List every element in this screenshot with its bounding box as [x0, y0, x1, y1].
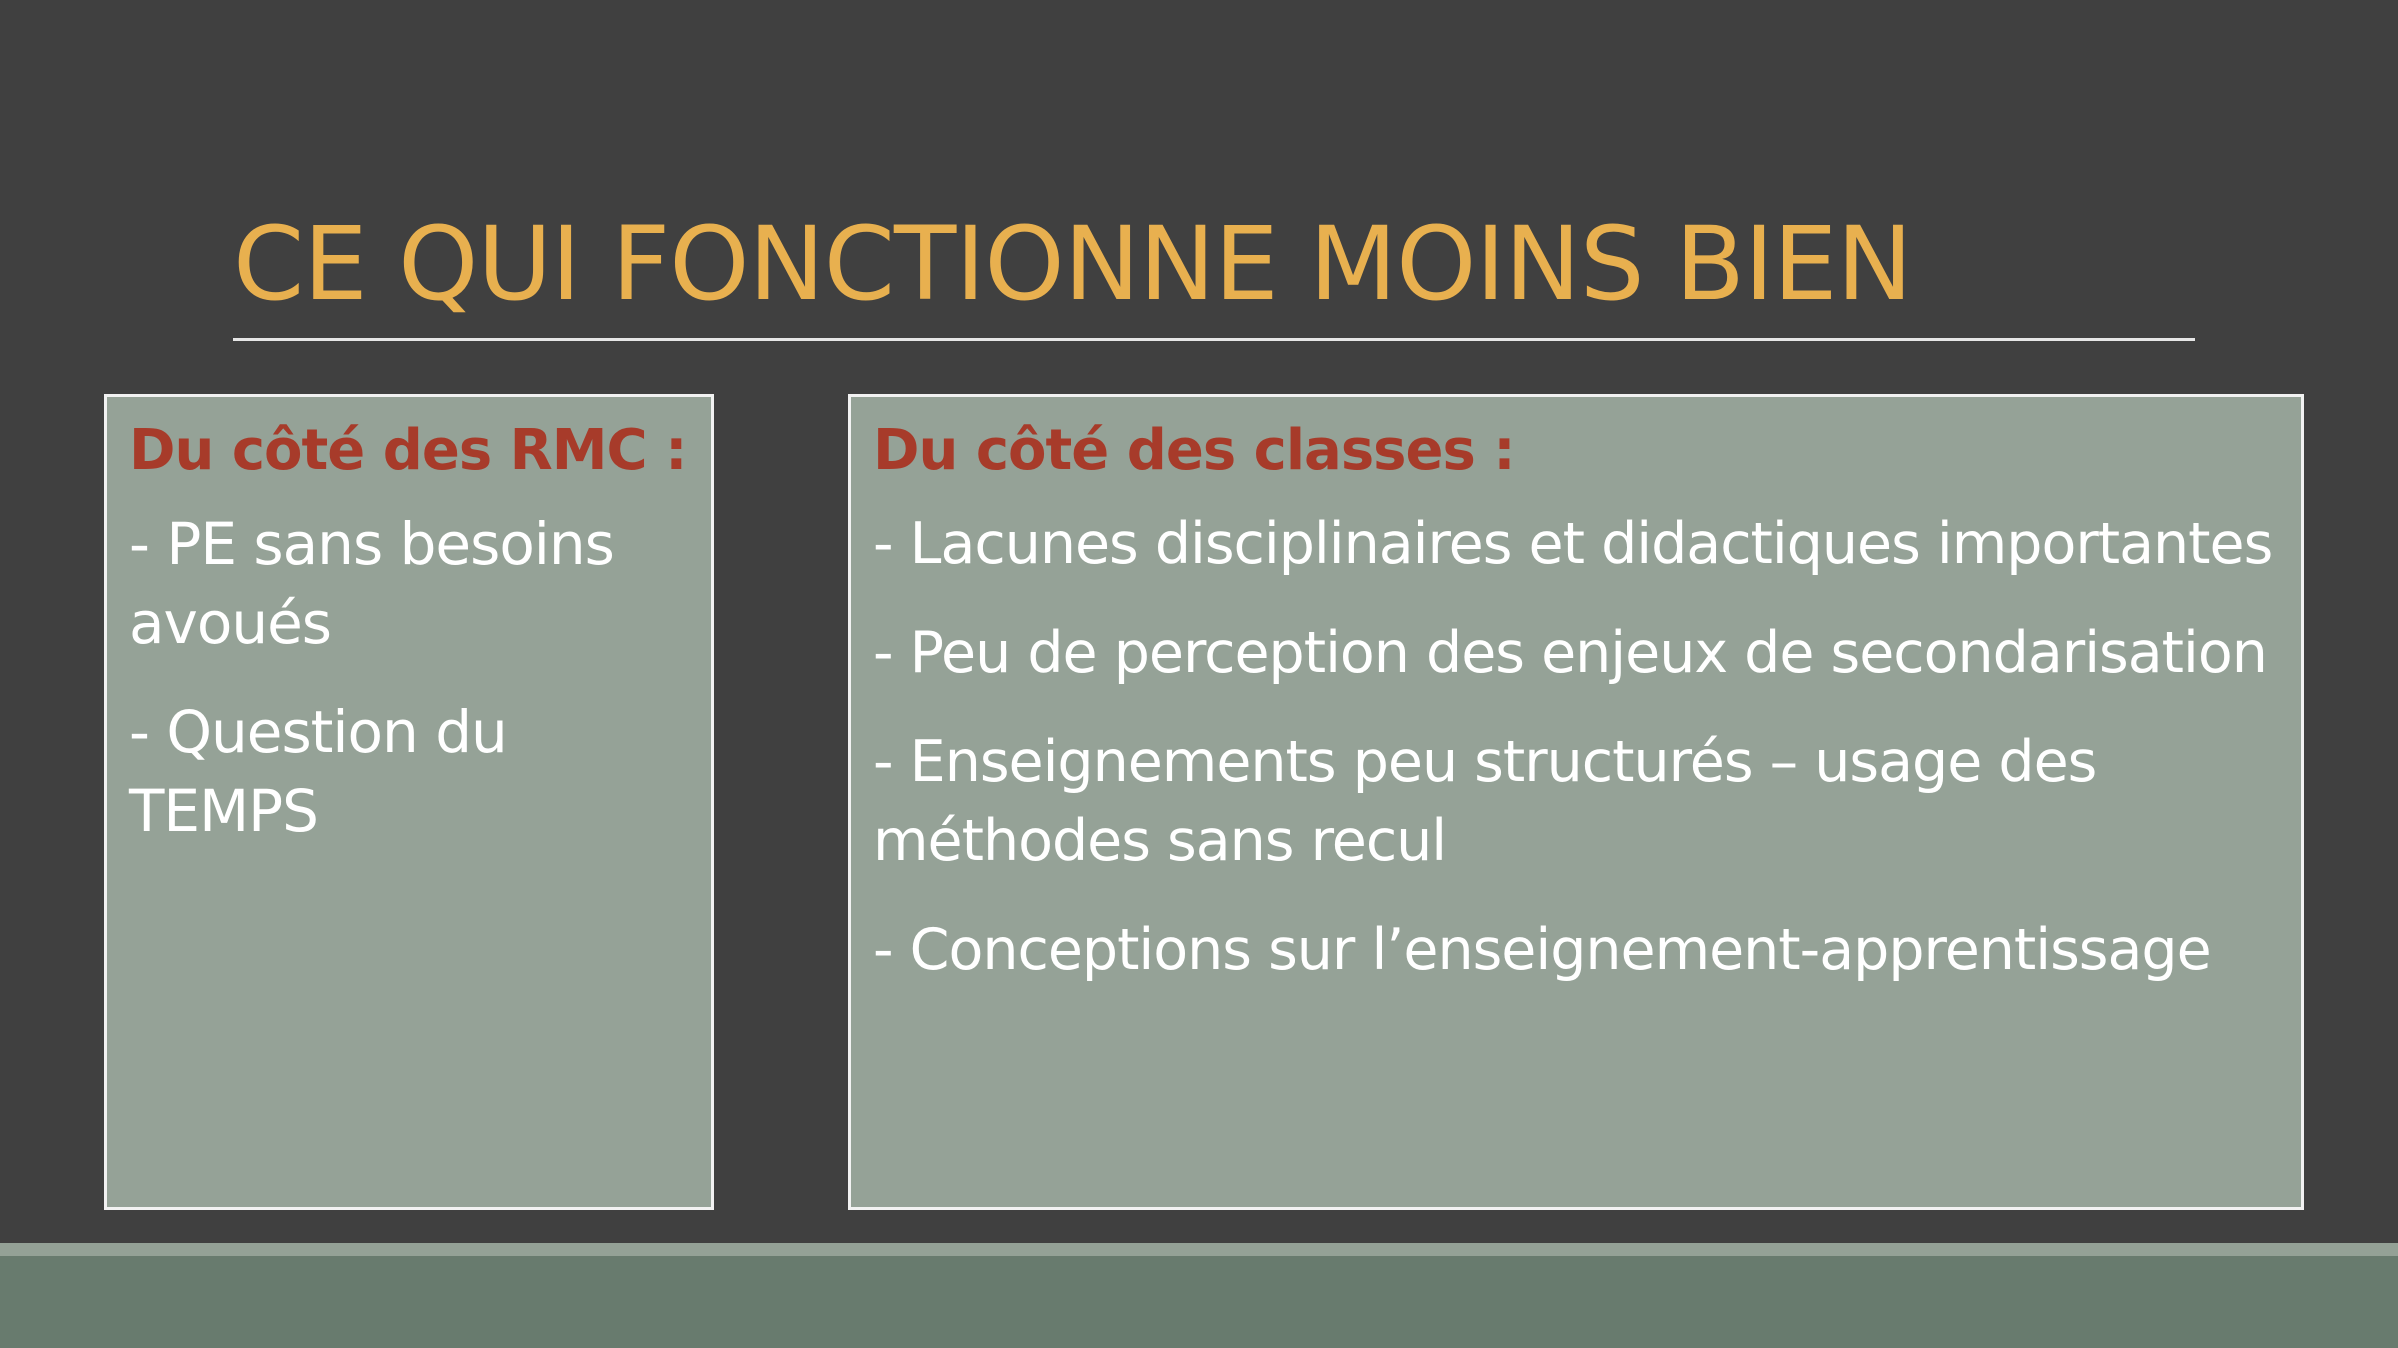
- title-underline: [233, 338, 2195, 341]
- slide-title: CE QUI FONCTIONNE MOINS BIEN: [233, 205, 1912, 324]
- classes-item-perception: - Peu de perception des enjeux de secondarisation: [873, 620, 2267, 686]
- classes-item-lacunes: - Lacunes disciplinaires et didactiques importantes: [873, 511, 2273, 577]
- classes-item-enseignements: - Enseignements peu structurés – usage des méthodes sans recul: [873, 729, 2097, 874]
- classes-content-box: [848, 394, 2304, 1210]
- footer-accent-line: [0, 1243, 2398, 1256]
- classes-heading: Du côté des classes :: [873, 418, 1515, 483]
- footer-band: [0, 1256, 2398, 1348]
- rmc-heading: Du côté des RMC :: [129, 418, 687, 483]
- rmc-item-pe-sans-besoins: - PE sans besoins avoués: [129, 510, 614, 657]
- rmc-content-box: [104, 394, 714, 1210]
- rmc-item-question-temps: - Question du TEMPS: [129, 698, 507, 845]
- classes-item-conceptions: - Conceptions sur l’enseignement-apprentissage: [873, 917, 2211, 983]
